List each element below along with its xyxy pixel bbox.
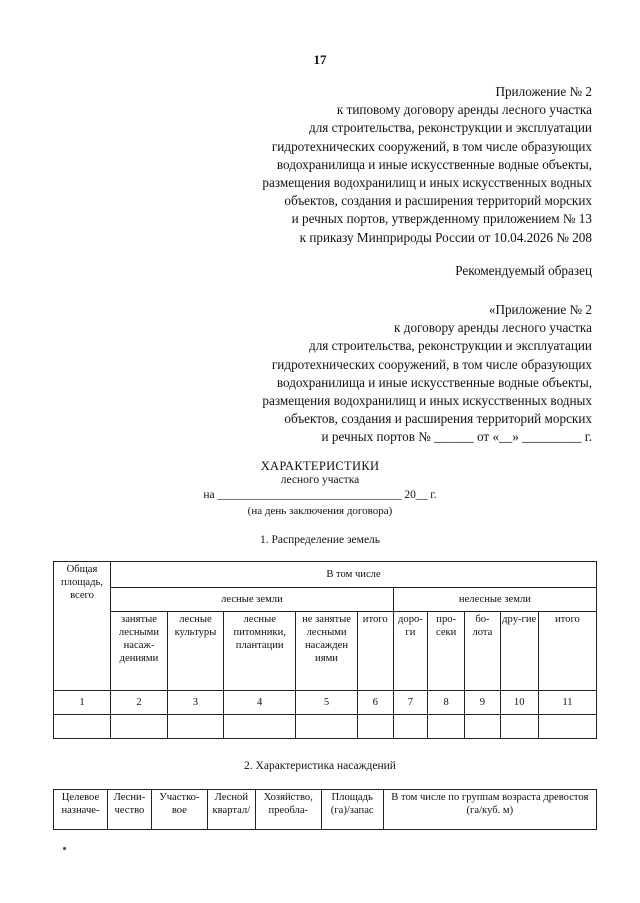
appendix-header — [262, 83, 592, 247]
table-cell[interactable] — [538, 715, 596, 739]
column-number: 5 — [296, 691, 357, 715]
column-header: В том числе по группам возраста древостоя (га/куб. м) — [383, 790, 596, 830]
table-row — [54, 715, 597, 739]
forest-lands-header: лесные земли — [110, 588, 393, 612]
sample-header-line: гидротехнических сооружений, в том числе образующих — [271, 356, 592, 372]
sample-header-line: объектов, создания и расширения территорий морских — [284, 411, 592, 427]
appendix-header-line: размещения водохранилищ и иных искусственных водных — [262, 175, 592, 191]
appendix-header-line: Приложение № 2 — [495, 84, 592, 99]
table-cell[interactable] — [167, 715, 223, 739]
stands-characteristic-table — [53, 789, 597, 830]
sample-header-line: к договору аренды лесного участка — [394, 320, 592, 336]
table-cell[interactable] — [465, 715, 500, 739]
table-cell[interactable] — [296, 715, 357, 739]
column-header: Хозяйство, преобла- — [255, 790, 321, 830]
sample-header-line: и речных портов № ______ от «__» _________ г. — [321, 429, 592, 445]
column-header: лесные питомники, плантации — [223, 612, 296, 691]
table-cell[interactable] — [223, 715, 296, 739]
appendix-header-line: к приказу Минприроды России от 10.04.2026 № 208 — [299, 229, 592, 245]
appendix-header-line: для строительства, реконструкции и эксплуатации — [309, 120, 592, 136]
column-number: 8 — [428, 691, 465, 715]
column-header: Площадь (га)/запас — [321, 790, 383, 830]
table-cell[interactable] — [500, 715, 538, 739]
column-header: Участко-вое — [151, 790, 207, 830]
column-number: 10 — [500, 691, 538, 715]
column-header: дру-гие — [500, 612, 538, 691]
column-number: 1 — [54, 691, 111, 715]
column-header: бо-лота — [465, 612, 500, 691]
sample-header-line: для строительства, реконструкции и эксплуатации — [309, 338, 592, 354]
table-cell[interactable] — [393, 715, 427, 739]
including-header: В том числе — [110, 562, 596, 588]
column-number: 9 — [465, 691, 500, 715]
column-header: итого — [538, 612, 596, 691]
column-number: 3 — [167, 691, 223, 715]
column-header: лесные культуры — [167, 612, 223, 691]
column-number: 7 — [393, 691, 427, 715]
date-note: (на день заключения договора) — [247, 505, 393, 517]
appendix-header-line: объектов, создания и расширения территорий морских — [284, 193, 592, 209]
column-number: 2 — [110, 691, 167, 715]
table-cell[interactable] — [428, 715, 465, 739]
document-subtitle: лесного участка — [280, 474, 360, 486]
page-number: 17 — [313, 52, 327, 67]
date-line: на ________________________________ 20__ г. — [203, 489, 437, 501]
column-number: 11 — [538, 691, 596, 715]
total-area-header: Общая площадь, всего — [54, 562, 111, 691]
column-header: доро-ги — [393, 612, 427, 691]
sample-header — [262, 301, 592, 447]
scan-speck — [63, 847, 66, 850]
table-cell[interactable] — [54, 715, 111, 739]
land-distribution-table — [53, 561, 597, 739]
appendix-header-line: к типовому договору аренды лесного участка — [336, 102, 592, 118]
nonforest-lands-header: нелесные земли — [393, 588, 596, 612]
appendix-header-line: и речных портов, утвержденному приложением № 13 — [291, 211, 592, 227]
table-cell[interactable] — [110, 715, 167, 739]
column-header: занятые лесными насаж-дениями — [110, 612, 167, 691]
column-header: итого — [357, 612, 393, 691]
appendix-header-line: гидротехнических сооружений, в том числе образующих — [271, 138, 592, 154]
section2-title: 2. Характеристика насаждений — [244, 760, 396, 772]
column-header: Целевое назначе- — [54, 790, 108, 830]
column-header: Лесной квартал/ — [207, 790, 255, 830]
sample-header-line: «Приложение № 2 — [488, 302, 592, 317]
recommended-sample-label: Рекомендуемый образец — [455, 263, 592, 278]
column-header: Лесни-чество — [107, 790, 151, 830]
column-header: про-секи — [428, 612, 465, 691]
appendix-header-line: водохранилища и иные искусственные водные объекты, — [276, 156, 592, 172]
document-title: ХАРАКТЕРИСТИКИ — [260, 459, 380, 473]
table-cell[interactable] — [357, 715, 393, 739]
column-number: 6 — [357, 691, 393, 715]
section1-title: 1. Распределение земель — [259, 534, 381, 546]
column-number: 4 — [223, 691, 296, 715]
column-header: не занятые лесными насажден иями — [296, 612, 357, 691]
sample-header-line: водохранилища и иные искусственные водные объекты, — [276, 374, 592, 390]
sample-header-line: размещения водохранилищ и иных искусственных водных — [262, 393, 592, 409]
